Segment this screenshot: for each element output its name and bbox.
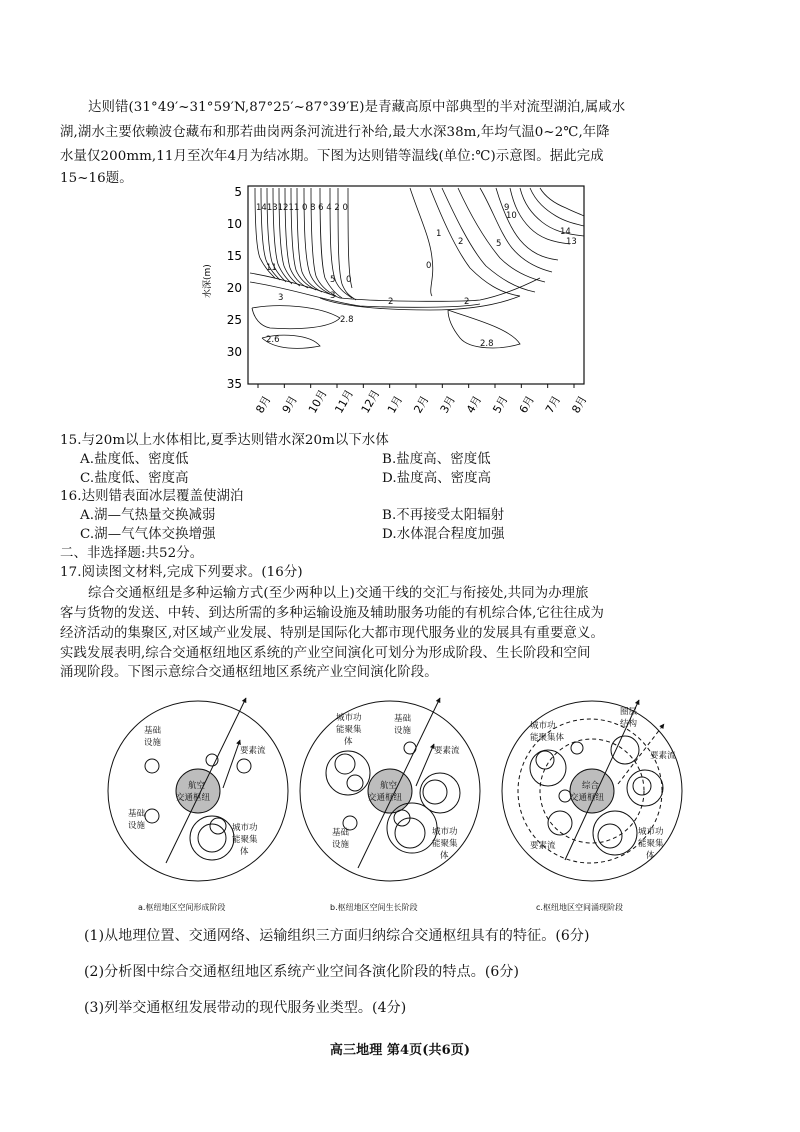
x-tick-label: 11月 xyxy=(332,387,357,416)
x-tick-label: 1月 xyxy=(385,393,406,416)
contour-label: 13 xyxy=(566,237,577,247)
q15-stem: 15.与20m以上水体相比,夏季达则错水深20m以下水体 xyxy=(60,433,389,448)
section-heading: 二、非选择题:共52分。 xyxy=(60,546,204,561)
stage-a-base-2a: 基础 xyxy=(128,809,146,819)
contour-label: 5 xyxy=(496,239,502,249)
stage-a-center-2: 交通枢纽 xyxy=(176,793,211,803)
q17-para-5: 涌现阶段。下图示意综合交通枢纽地区系统产业空间演化阶段。 xyxy=(60,665,438,680)
stage-c-flow-1: 要素流 xyxy=(650,751,676,761)
contour-label: 9 xyxy=(504,203,510,213)
stage-a-flow: 要素流 xyxy=(240,746,266,756)
stage-c-city-top-1: 城市功 xyxy=(530,721,556,731)
contour-label: 2.6 xyxy=(266,335,280,345)
x-tick-label: 3月 xyxy=(437,393,458,416)
stage-b-center-1: 航空 xyxy=(380,781,398,791)
contour-label: 3 xyxy=(278,293,284,303)
y-tick-label: 35 xyxy=(226,377,242,391)
q16-option-b: B.不再接受太阳辐射 xyxy=(382,508,505,523)
stage-b-city-2: 能聚集 xyxy=(432,839,458,849)
stage-a-caption: a.枢纽地区空间形成阶段 xyxy=(138,903,226,912)
contour-label: 1 xyxy=(436,229,442,239)
y-tick-label: 30 xyxy=(226,345,242,359)
contour-label: 2 xyxy=(464,297,470,307)
q17-stem: 17.阅读图文材料,完成下列要求。(16分) xyxy=(60,565,303,580)
stage-b-city-top-2: 能聚集 xyxy=(336,725,362,735)
x-tick-label: 5月 xyxy=(490,393,511,416)
stage-c-city-1: 城市功 xyxy=(638,827,664,837)
intro-line-3: 水量仅200mm,11月至次年4月为结冰期。下图为达则错等温线(单位:℃)示意图。据此完成 xyxy=(60,149,604,164)
page-footer: 高三地理 第4页(共6页) xyxy=(329,1043,471,1058)
x-tick-label: 7月 xyxy=(543,393,564,416)
x-tick-label: 12月 xyxy=(358,387,383,416)
intro-line-2: 湖,湖水主要依赖波仓藏布和那若曲岗两条河流进行补给,最大水深38m,年均气温0~2℃,年降 xyxy=(60,125,610,140)
q17-sub-1: (1)从地理位置、交通网络、运输组织三方面归纳综合交通枢纽具有的特征。(6分) xyxy=(84,928,590,944)
stage-b-city-1: 城市功 xyxy=(432,827,458,837)
stage-b-city-3: 体 xyxy=(440,851,449,861)
q15-option-a: A.盐度低、密度低 xyxy=(80,452,189,467)
x-tick-labels xyxy=(253,384,589,416)
stage-b-center-2: 交通枢纽 xyxy=(368,793,403,803)
contour-label: 5 xyxy=(330,275,336,285)
stage-c-city-2: 能聚集 xyxy=(638,839,664,849)
q17-para-3: 经济活动的集聚区,对区域产业发展、特别是国际化大都市现代服务业的发展具有重要意义。 xyxy=(60,626,604,641)
stage-b-flow: 要素流 xyxy=(434,746,460,756)
stage-b-base-1b: 设施 xyxy=(394,726,412,736)
stage-a-center-1: 航空 xyxy=(188,781,206,791)
stage-c-layer-2: 结构 xyxy=(620,719,638,729)
q17-sub-3: (3)列举交通枢纽发展带动的现代服务业类型。(4分) xyxy=(84,1000,407,1016)
q17-para-2: 客与货物的发送、中转、到达所需的多种运输设施及辅助服务功能的有机综合体,它往往成为 xyxy=(60,606,604,621)
stage-b-base-1a: 基础 xyxy=(394,714,412,724)
stage-c-city-top-2: 能聚集体 xyxy=(530,733,565,743)
y-axis-label: 水深(m) xyxy=(203,264,213,298)
stage-a-city-3: 体 xyxy=(240,847,249,857)
x-tick-label: 8月 xyxy=(253,393,274,416)
x-tick-label: 9月 xyxy=(279,393,300,416)
contour-label: 2 xyxy=(458,237,464,247)
x-tick-label: 8月 xyxy=(569,393,590,416)
q16-stem: 16.达则错表面冰层覆盖使湖泊 xyxy=(60,489,244,504)
q15-option-d: D.盐度高、密度高 xyxy=(382,471,492,486)
stage-b-base-2b: 设施 xyxy=(332,840,350,850)
stage-b-caption: b.枢纽地区空间生长阶段 xyxy=(330,903,418,912)
x-tick-label: 10月 xyxy=(306,387,330,416)
q17-para-1: 综合交通枢纽是多种运输方式(至少两种以上)交通干线的交汇与衔接处,共同为办理旅 xyxy=(88,586,589,601)
isotherm-chart xyxy=(180,178,600,428)
contour-label: 3 xyxy=(330,291,336,301)
q16-option-d: D.水体混合程度加强 xyxy=(382,527,505,542)
stage-diagrams xyxy=(90,688,710,920)
stage-c-caption: c.枢纽地区空间涌现阶段 xyxy=(536,903,623,912)
x-tick-label: 2月 xyxy=(411,393,432,416)
stage-a-city-1: 城市功 xyxy=(232,823,258,833)
stage-c-city-3: 体 xyxy=(646,851,655,861)
contour-label: 11 xyxy=(266,263,277,273)
stage-c-layer-1: 圈层 xyxy=(620,707,638,717)
y-tick-label: 10 xyxy=(226,217,242,231)
contour-label: 2.8 xyxy=(340,315,354,325)
stage-b-city-top-1: 城市功 xyxy=(336,713,362,723)
stage-b-city-top-3: 体 xyxy=(344,737,353,747)
stage-b-base-2a: 基础 xyxy=(332,828,350,838)
stage-a-base-2b: 设施 xyxy=(128,821,146,831)
y-tick-label: 15 xyxy=(226,249,242,263)
contour-label: 0 xyxy=(426,261,432,271)
q17-para-4: 实践发展表明,综合交通枢纽地区系统的产业空间演化可划分为形成阶段、生长阶段和空间 xyxy=(60,646,591,661)
y-tick-labels xyxy=(227,185,242,391)
q16-option-c: C.湖—气气体交换增强 xyxy=(80,527,216,542)
x-tick-label: 4月 xyxy=(464,393,485,416)
contour-label: 2.8 xyxy=(480,339,494,349)
stage-a-city-2: 能聚集 xyxy=(232,835,258,845)
x-tick-label: 6月 xyxy=(516,393,537,416)
q15-option-c: C.盐度低、密度高 xyxy=(80,471,189,486)
contour-label: 10 xyxy=(506,211,517,221)
contour-label: 2 xyxy=(388,297,394,307)
contour-label: 0 xyxy=(346,275,352,285)
stage-c-flow-2: 要素流 xyxy=(530,841,556,851)
y-tick-label: 25 xyxy=(226,313,242,327)
stage-a-base-1a: 基础 xyxy=(144,726,162,736)
y-tick-label: 5 xyxy=(234,185,242,199)
q15-option-b: B.盐度高、密度低 xyxy=(382,452,491,467)
contour-label-top-left: 14131211 0 8 6 4 2 0 xyxy=(256,203,348,213)
stage-c-center-2: 交通枢纽 xyxy=(570,793,605,803)
q17-sub-2: (2)分析图中综合交通枢纽地区系统产业空间各演化阶段的特点。(6分) xyxy=(84,964,520,980)
stage-a-base-1b: 设施 xyxy=(144,738,162,748)
q16-option-a: A.湖—气热量交换减弱 xyxy=(80,508,216,523)
y-tick-label: 20 xyxy=(226,281,242,295)
intro-line-4: 15~16题。 xyxy=(60,171,133,186)
contour-label: 14 xyxy=(560,227,571,237)
stage-c-center-1: 综合 xyxy=(582,781,600,791)
intro-line-1: 达则错(31°49′~31°59′N,87°25′~87°39′E)是青藏高原中部典型的半对流型湖泊,属咸水 xyxy=(88,100,626,115)
